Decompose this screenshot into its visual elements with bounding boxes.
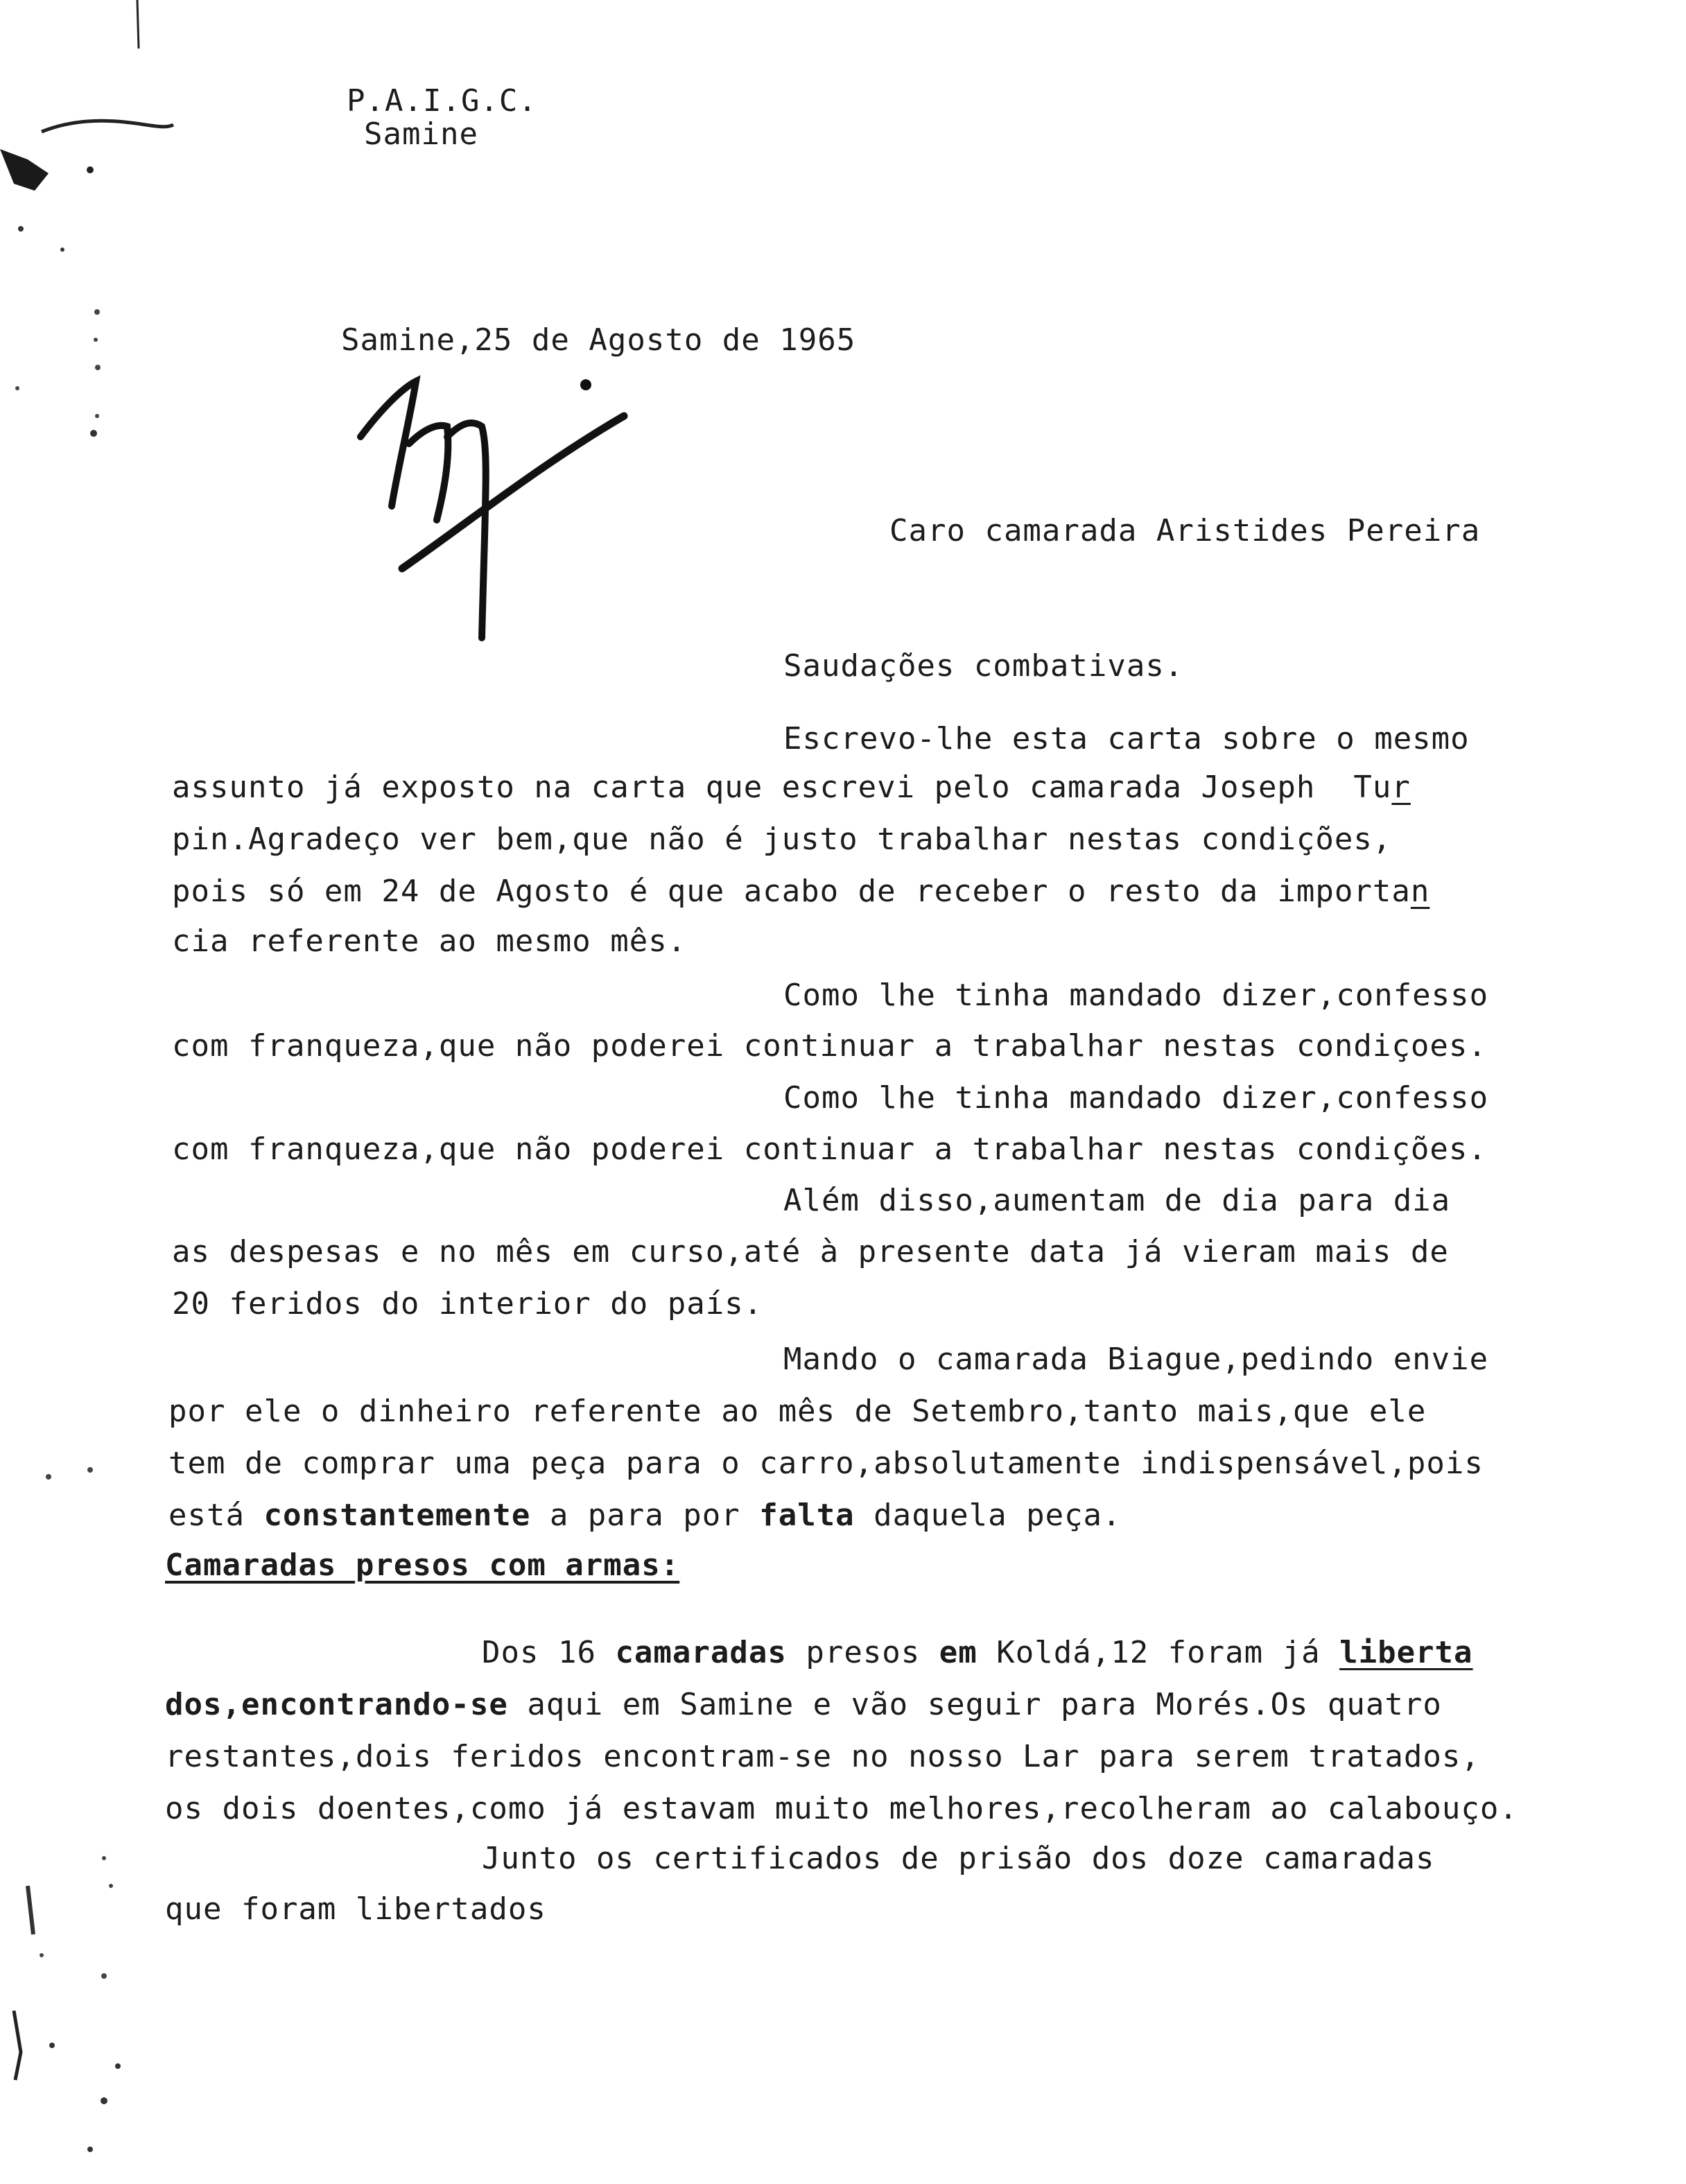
para1-line2	[172, 770, 1411, 806]
para5-line4-a: está	[168, 1498, 264, 1533]
para6-line2	[165, 1687, 1442, 1723]
para3-line2: com franqueza,que não poderei continuar a trabalhar nestas condições.	[172, 1132, 1487, 1167]
para1-line1: Escrevo-lhe esta carta sobre o mesmo	[783, 721, 1470, 756]
para6-line1-e: Koldá,12 foram já	[977, 1635, 1340, 1670]
para1-line4	[172, 874, 1429, 910]
para5-line1: Mando o camarada Biague,pedindo envie	[783, 1342, 1489, 1377]
para6-line2-a: dos,encontrando-se	[165, 1687, 508, 1722]
header-org: P.A.I.G.C.	[347, 83, 537, 119]
para1-line3: pin.Agradeço ver bem,que não é justo trabalhar nestas condições,	[172, 822, 1392, 857]
para5-line4	[168, 1498, 1122, 1534]
para1-line5: cia referente ao mesmo mês.	[172, 924, 687, 959]
date-line: Samine,25 de Agosto de 1965	[341, 322, 856, 358]
para4-line2: as despesas e no mês em curso,até à presente data já vieram mais de	[172, 1234, 1449, 1269]
para2-line1: Como lhe tinha mandado dizer,confesso	[783, 978, 1489, 1013]
para5-line4-b: constantemente	[263, 1498, 531, 1533]
para6-line1	[482, 1635, 1473, 1671]
para6-line4: os dois doentes,como já estavam muito melhores,recolheram ao calabouço.	[165, 1791, 1518, 1826]
para3-line1: Como lhe tinha mandado dizer,confesso	[783, 1080, 1489, 1116]
salutation: Caro camarada Aristides Pereira	[889, 513, 1481, 548]
para6-line1-d: em	[939, 1635, 977, 1670]
para1-line4-underlined: n	[1410, 874, 1430, 909]
header-place: Samine	[364, 116, 478, 152]
para5-line2: por ele o dinheiro referente ao mês de Setembro,tanto mais,que ele	[168, 1394, 1427, 1429]
para1-line2-text: assunto já exposto na carta que escrevi pelo camarada Joseph Tu	[172, 770, 1392, 805]
para4-line3: 20 feridos do interior do país.	[172, 1286, 763, 1321]
greeting: Saudações combativas.	[783, 648, 1184, 684]
para4-line1: Além disso,aumentam de dia para dia	[783, 1183, 1451, 1218]
para5-line4-c: a para por	[530, 1498, 760, 1533]
para1-line2-underlined: r	[1391, 770, 1411, 805]
para6-line1-a: Dos 16	[482, 1635, 616, 1670]
para6-line1-c: presos	[786, 1635, 939, 1670]
para7-line1: Junto os certificados de prisão dos doze camaradas	[482, 1841, 1435, 1876]
scan-edge-marks	[0, 0, 180, 2184]
para1-line4-text: pois só em 24 de Agosto é que acabo de receber o resto da importa	[172, 874, 1411, 909]
handwritten-initials-signature	[333, 361, 652, 666]
para5-line4-e: daquela peça.	[854, 1498, 1122, 1533]
para7-line2: que foram libertados	[165, 1891, 546, 1927]
para6-line1-f: liberta	[1339, 1635, 1473, 1670]
para6-line2-b: aqui em Samine e vão seguir para Morés.Os quatro	[507, 1687, 1442, 1722]
para6-line1-b: camaradas	[615, 1635, 787, 1670]
para5-line4-d: falta	[759, 1498, 855, 1533]
para5-line3: tem de comprar uma peça para o carro,absolutamente indispensável,pois	[168, 1446, 1484, 1481]
section-heading: Camaradas presos com armas:	[165, 1548, 680, 1583]
para6-line3: restantes,dois feridos encontram-se no nosso Lar para serem tratados,	[165, 1739, 1480, 1774]
para2-line2: com franqueza,que não poderei continuar a trabalhar nestas condiçoes.	[172, 1028, 1487, 1064]
